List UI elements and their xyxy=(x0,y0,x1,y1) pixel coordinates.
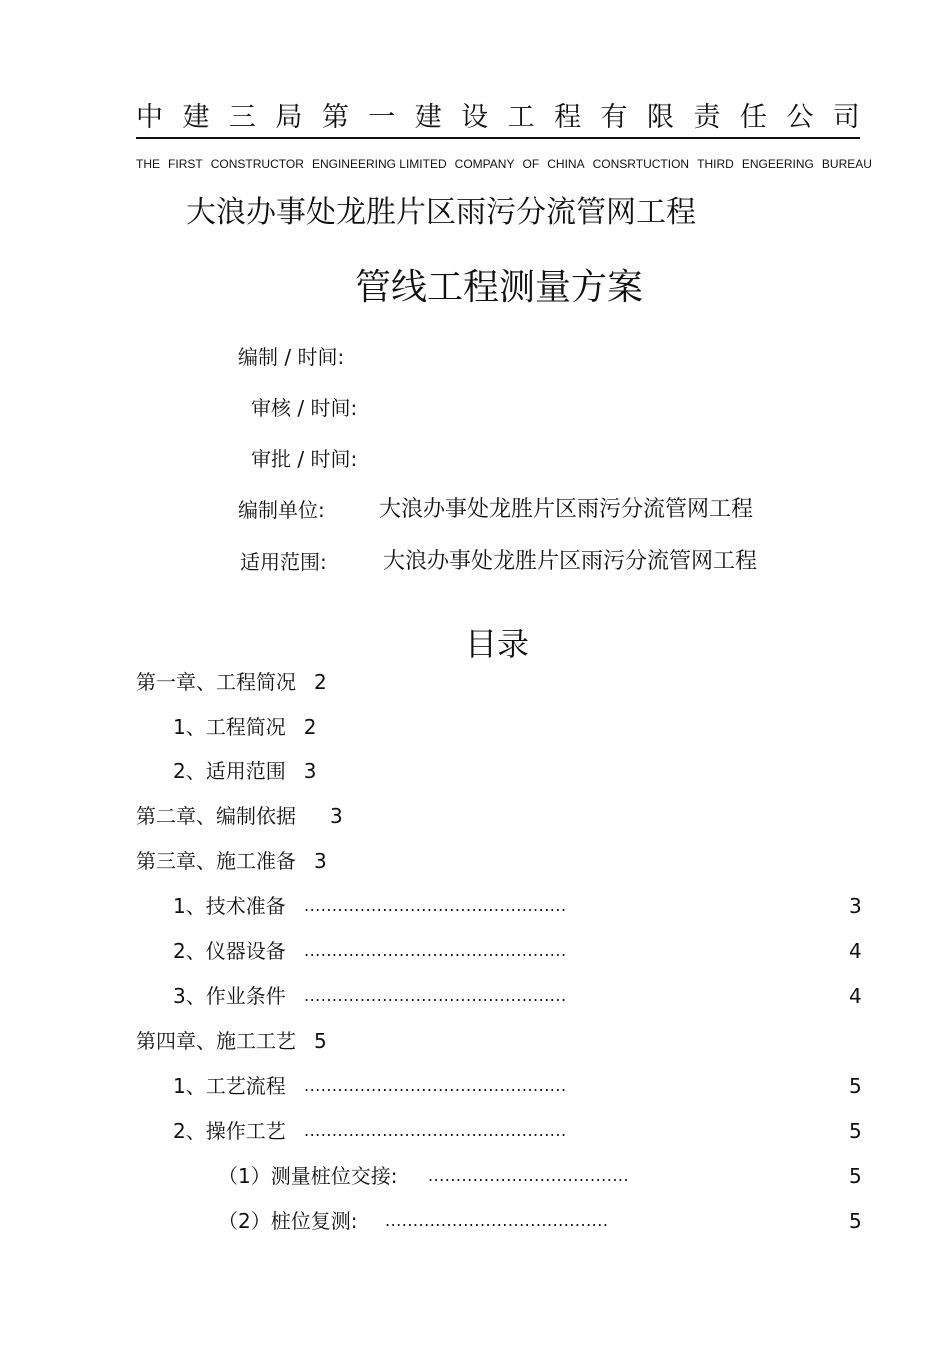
toc-entry-label: 1、技术准备 xyxy=(173,894,286,918)
toc-entry[interactable] xyxy=(173,1072,286,1100)
project-title: 大浪办事处龙胜片区雨污分流管网工程 xyxy=(186,195,696,230)
scope-value: 大浪办事处龙胜片区雨污分流管网工程 xyxy=(383,549,758,574)
toc-page-number: 4 xyxy=(849,984,862,1008)
company-en-word: THE xyxy=(136,157,160,171)
toc-page-number: 5 xyxy=(849,1209,862,1233)
toc-page-number: 3 xyxy=(303,759,317,783)
toc-entry-label: 1、工艺流程 xyxy=(173,1074,286,1098)
toc-entry-label: 第三章、施工准备 xyxy=(136,849,296,873)
company-cn-char: 建 xyxy=(414,102,442,133)
company-en-word: CONSTRUCTOR xyxy=(210,157,304,171)
toc-leader-dots: ........................................ xyxy=(385,1211,609,1230)
company-cn-char: 中 xyxy=(136,102,163,133)
toc-entry[interactable] xyxy=(173,937,286,965)
company-cn-char: 工 xyxy=(507,102,535,133)
toc-page-number: 5 xyxy=(849,1074,862,1098)
company-cn-char: 局 xyxy=(275,102,303,133)
company-en-word: ENGEERING xyxy=(741,157,814,171)
company-en-word: THIRD xyxy=(697,157,734,171)
toc-page-number: 2 xyxy=(314,670,327,694)
company-en-word: BUREAU xyxy=(821,157,872,171)
company-en-word: CONSRTUCTION xyxy=(592,157,690,171)
toc-entry[interactable] xyxy=(218,1207,357,1235)
company-en-word: CHINA xyxy=(547,157,585,171)
toc-page-number: 3 xyxy=(849,894,862,918)
company-cn-char: 限 xyxy=(646,102,674,133)
toc-entry-label: 2、操作工艺 xyxy=(173,1119,286,1143)
company-cn-char: 公 xyxy=(786,102,814,133)
toc-leader-dots: ............................................... xyxy=(304,1121,567,1140)
company-cn-char: 有 xyxy=(600,102,628,133)
company-en-word: OF xyxy=(522,157,540,171)
company-cn-char: 一 xyxy=(368,102,396,133)
toc-entry[interactable] xyxy=(218,1162,397,1190)
company-en-word: ENGINEERING LIMITED xyxy=(311,157,447,171)
toc-entry[interactable] xyxy=(173,1117,286,1145)
toc-entry[interactable] xyxy=(173,892,286,920)
compiled-by-label: 编制 / 时间: xyxy=(238,345,345,369)
toc-entry[interactable] xyxy=(173,982,286,1010)
toc-page-number: 3 xyxy=(330,804,343,828)
toc-leader-dots: ............................................... xyxy=(304,1076,567,1095)
toc-heading: 目录 xyxy=(465,625,530,663)
company-cn-char: 责 xyxy=(693,102,721,133)
toc-entry[interactable] xyxy=(173,713,316,741)
toc-page-number: 4 xyxy=(849,939,862,963)
toc-leader-dots: ............................................... xyxy=(304,941,567,960)
company-cn-char: 任 xyxy=(739,102,767,133)
toc-entry-label: （1）测量桩位交接: xyxy=(218,1164,398,1188)
company-cn-char: 建 xyxy=(182,102,210,133)
company-cn-char: 司 xyxy=(832,102,860,133)
company-name-cn xyxy=(136,100,860,139)
toc-entry[interactable] xyxy=(136,847,327,875)
company-cn-char: 设 xyxy=(461,102,489,133)
toc-entry-label: 第二章、编制依据 xyxy=(136,804,296,828)
company-cn-char: 三 xyxy=(228,102,256,133)
company-en-word: COMPANY xyxy=(454,157,515,171)
toc-page-number: 5 xyxy=(314,1029,327,1053)
toc-entry[interactable] xyxy=(136,802,343,830)
scope-label: 适用范围: xyxy=(240,550,327,574)
compiling-unit-value: 大浪办事处龙胜片区雨污分流管网工程 xyxy=(379,497,754,522)
toc-page-number: 3 xyxy=(314,849,327,873)
toc-page-number: 2 xyxy=(303,715,317,739)
toc-leader-dots: .................................... xyxy=(428,1166,630,1185)
toc-entry[interactable] xyxy=(136,668,327,696)
toc-leader-dots: ............................................... xyxy=(304,896,567,915)
toc-entry[interactable] xyxy=(173,757,316,785)
compiling-unit-label: 编制单位: xyxy=(238,498,325,522)
toc-page-number: 5 xyxy=(849,1164,862,1188)
toc-entry-label: 2、适用范围 xyxy=(173,759,286,783)
toc-entry-label: 第四章、施工工艺 xyxy=(136,1029,296,1053)
toc-entry-label: （2）桩位复测: xyxy=(218,1209,358,1233)
toc-entry-label: 3、作业条件 xyxy=(173,984,286,1008)
company-en-word: FIRST xyxy=(168,157,203,171)
toc-leader-dots: ............................................... xyxy=(304,986,567,1005)
company-cn-char: 第 xyxy=(321,102,349,133)
toc-page-number: 5 xyxy=(849,1119,862,1143)
toc-entry-label: 1、工程简况 xyxy=(173,715,286,739)
document-title: 管线工程测量方案 xyxy=(355,267,644,308)
company-name-en xyxy=(136,157,872,171)
company-cn-char: 程 xyxy=(554,102,582,133)
toc-entry-label: 2、仪器设备 xyxy=(173,939,286,963)
reviewed-by-label: 审核 / 时间: xyxy=(251,396,358,420)
toc-entry[interactable] xyxy=(136,1027,327,1055)
approved-by-label: 审批 / 时间: xyxy=(251,447,358,471)
toc-entry-label: 第一章、工程简况 xyxy=(136,670,296,694)
